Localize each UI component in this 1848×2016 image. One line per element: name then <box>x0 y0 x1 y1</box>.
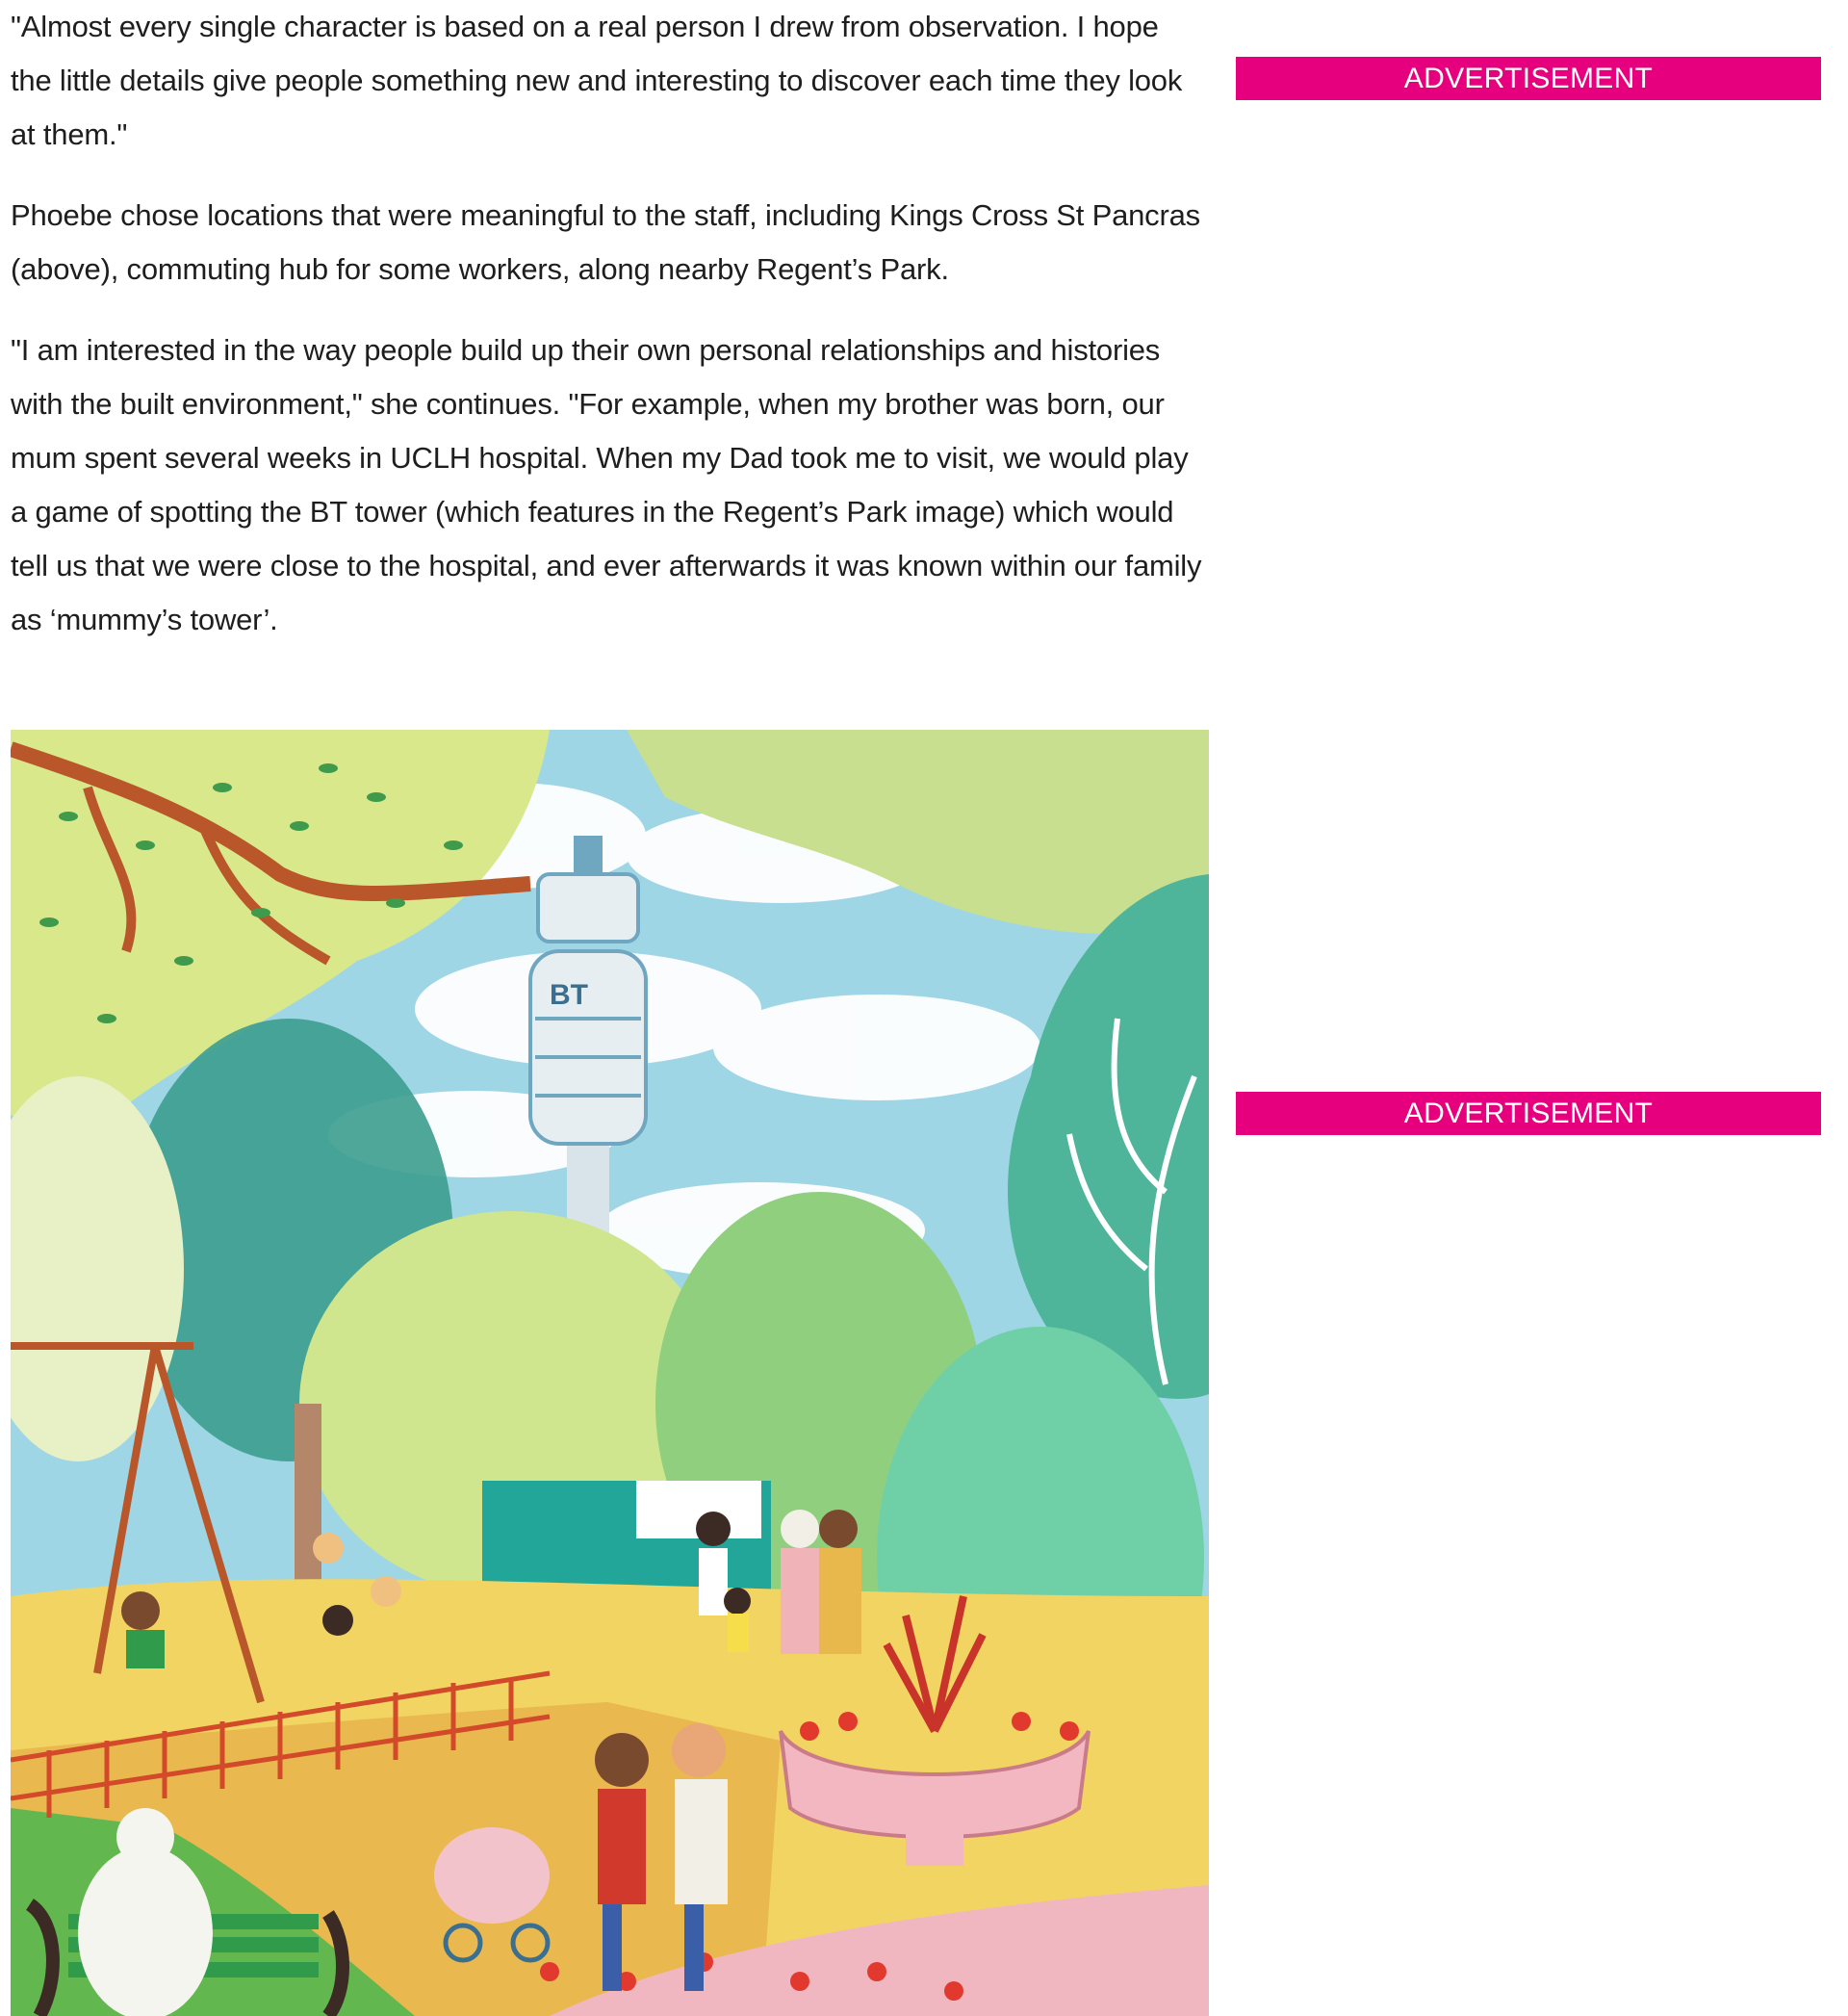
regents-park-illustration <box>11 730 1209 2016</box>
article-paragraph: "I am interested in the way people build up their own personal relationships and histories with the built environment," she continues. "For example, when my brother was born, our mum spent several weeks in UCLH hospital. When my Dad took me to visit, we would play a game of spotting the BT tower (which features in the Regent’s Park image) which would tell us that we were close to the hospital, and ever afterwards it was known within our family as ‘mummy’s tower’. <box>11 333 1202 636</box>
article-paragraph: Phoebe chose locations that were meaningful to the staff, including Kings Cross St Pancras (above), commuting hub for some workers, along nearby Regent’s Park. <box>11 198 1200 286</box>
advertisement-slot[interactable] <box>1236 57 1821 100</box>
article-body <box>11 0 1204 674</box>
article-paragraph: "Almost every single character is based on a real person I drew from observation. I hope the little details give people something new and interesting to discover each time they look at them." <box>11 10 1183 151</box>
advertisement-label: ADVERTISEMENT <box>1236 57 1821 100</box>
advertisement-label: ADVERTISEMENT <box>1236 1092 1821 1135</box>
tower-sign-text: BT <box>550 979 588 1011</box>
advertisement-slot[interactable] <box>1236 1092 1821 1135</box>
